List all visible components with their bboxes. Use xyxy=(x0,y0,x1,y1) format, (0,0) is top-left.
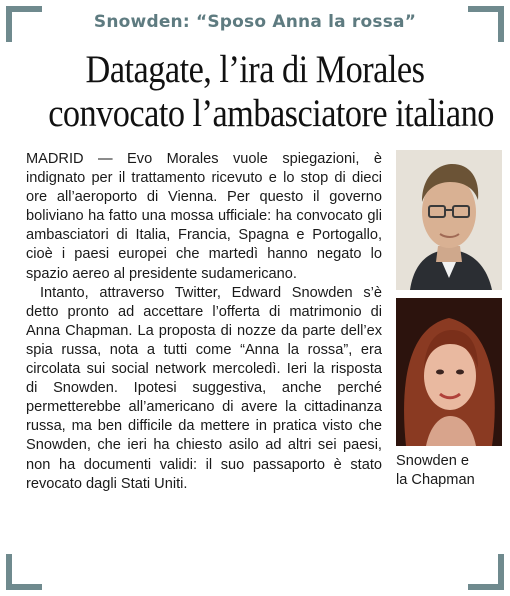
photo-caption xyxy=(396,452,506,490)
frame-corner-bottom-left xyxy=(6,554,42,590)
headline xyxy=(48,48,494,136)
article-body xyxy=(26,150,382,494)
frame-corner-bottom-right xyxy=(468,554,504,590)
portrait-chapman-image xyxy=(396,298,502,446)
photo-chapman xyxy=(396,298,502,446)
portrait-snowden-image xyxy=(396,150,502,290)
kicker: Snowden: “Sposo Anna la rossa” xyxy=(93,12,417,32)
article-paragraph-1: MADRID — Evo Morales vuole spiegazioni, è indignato per il trattamento ricevuto e lo stop di dieci ore all’aeroporto di Vienna. Per questo il governo boliviano ha fatto una mossa ufficiale: ha convocato gli ambasciatori di Italia, Francia, Spagna e Portogallo, cioè i paesi europei che martedì hanno negato lo spazio aereo al presidente sudamericano. xyxy=(26,151,382,282)
headline-line-1: Datagate, l’ira di Morales xyxy=(85,48,425,91)
caption-line-2: la Chapman xyxy=(396,472,475,488)
article-paragraph-2: Intanto, attraverso Twitter, Edward Snowden s’è detto pronto ad accettare l’offerta di matrimonio di Anna Chapman. La proposta di nozze da parte dell’ex spia russa, nota a tutti come “Anna la rossa”, era circolata sui social network mercoledì. Ieri la risposta di Snowden. Ipotesi suggestiva, anche perché permetterebbe all’americano di avere la cittadinanza russa, ma ben difficile da mettere in pratica visto che Snowden, che ieri ha chiesto asilo ad altri sei paesi, non ha documenti validi: il suo passaporto è stato revocato dagli Stati Uniti. xyxy=(26,284,382,492)
caption-line-1: Snowden e xyxy=(396,453,470,469)
photo-snowden xyxy=(396,150,502,290)
headline-line-2: convocato l’ambasciatore italiano xyxy=(48,92,494,135)
